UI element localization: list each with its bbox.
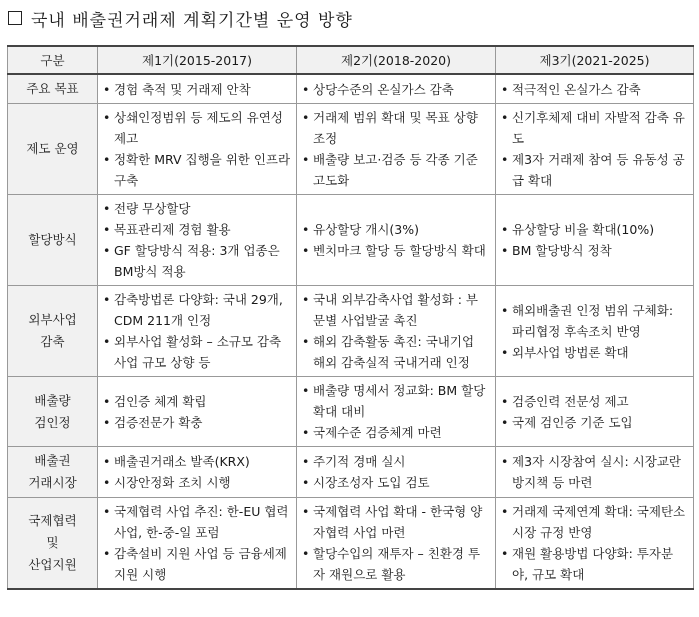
header-category: 구분 xyxy=(8,46,98,74)
bullet-list xyxy=(501,451,688,493)
table-row xyxy=(8,286,694,377)
table-row xyxy=(8,74,694,104)
cell-phase3 xyxy=(496,377,694,447)
header-phase2: 제2기(2018-2020) xyxy=(297,46,496,74)
row-category-line: 배출권 xyxy=(34,453,71,468)
bullet-item: • 시장조성자 도입 검토 xyxy=(302,472,490,493)
bullet-item: • 감축방법론 다양화: 국내 29개, CDM 211개 인정 xyxy=(103,289,291,331)
bullet-item: • 재원 활용방법 다양화: 투자분야, 규모 확대 xyxy=(501,543,688,585)
bullet-item: • 적극적인 온실가스 감축 xyxy=(501,79,688,100)
cell-phase2 xyxy=(297,498,496,590)
bullet-list xyxy=(103,451,291,493)
row-category xyxy=(8,377,98,447)
bullet-item: • 상쇄인정범위 등 제도의 유연성 제고 xyxy=(103,107,291,149)
row-category-line: 외부사업 xyxy=(28,312,77,327)
row-category-line: 거래시장 xyxy=(28,475,77,490)
cell-phase1 xyxy=(98,286,297,377)
row-category xyxy=(8,195,98,286)
document-title-text: 국내 배출권거래제 계획기간별 운영 방향 xyxy=(31,10,353,31)
row-category-line: 검인정 xyxy=(34,414,71,430)
table-body xyxy=(8,74,694,589)
bullet-item: • 배출량 명세서 정교화: BM 할당 확대 대비 xyxy=(302,380,490,422)
bullet-item: • 주기적 경매 실시 xyxy=(302,451,490,472)
cell-phase2 xyxy=(297,377,496,447)
cell-phase3 xyxy=(496,286,694,377)
cell-phase2 xyxy=(297,104,496,195)
row-category-line: 배출량 xyxy=(34,392,71,408)
bullet-list xyxy=(103,501,291,585)
bullet-item: • 시장안정화 조치 시행 xyxy=(103,472,291,493)
cell-phase3 xyxy=(496,498,694,590)
bullet-item: • 국내 외부감축사업 활성화 : 부문별 사업발굴 촉진 xyxy=(302,289,490,331)
bullet-list xyxy=(103,79,291,100)
bullet-item: • 상당수준의 온실가스 감축 xyxy=(302,79,490,100)
cell-phase1 xyxy=(98,74,297,104)
bullet-item: • 거래제 국제연계 확대: 국제탄소시장 규정 반영 xyxy=(501,501,688,543)
bullet-item: • 외부사업 활성화 – 소규모 감축 사업 규모 상향 등 xyxy=(103,331,291,373)
bullet-item: • 해외 감축활동 촉진: 국내기업 해외 감축실적 국내거래 인정 xyxy=(302,331,490,373)
bullet-item: • 배출량 보고·검증 등 각종 기준 고도화 xyxy=(302,149,490,191)
phase-table xyxy=(7,45,694,590)
table-header-row xyxy=(8,46,694,74)
bullet-item: • 제3자 시장참여 실시: 시장교란 방지책 등 마련 xyxy=(501,451,688,493)
row-category xyxy=(8,447,98,498)
bullet-item: • 경험 축적 및 거래제 안착 xyxy=(103,79,291,100)
header-phase1: 제1기(2015-2017) xyxy=(98,46,297,74)
bullet-list xyxy=(103,391,291,433)
bullet-item: • GF 할당방식 적용: 3개 업종은 BM방식 적용 xyxy=(103,240,291,282)
cell-phase2 xyxy=(297,195,496,286)
cell-phase1 xyxy=(98,377,297,447)
bullet-item: • 전량 무상할당 xyxy=(103,198,291,219)
header-phase3: 제3기(2021-2025) xyxy=(496,46,694,74)
row-category-line: 및 xyxy=(46,535,59,550)
bullet-list xyxy=(302,107,490,191)
bullet-item: • 배출권거래소 발족(KRX) xyxy=(103,451,291,472)
bullet-item: • 할당수입의 재투자 – 친환경 투자 재원으로 활용 xyxy=(302,543,490,585)
cell-phase3 xyxy=(496,104,694,195)
bullet-item: • 벤치마크 할당 등 할당방식 확대 xyxy=(302,240,490,261)
cell-phase3 xyxy=(496,447,694,498)
bullet-item: • 목표관리제 경험 활용 xyxy=(103,219,291,240)
table-row xyxy=(8,498,694,590)
bullet-item: • 검증인력 전문성 제고 xyxy=(501,391,688,412)
row-category-line: 산업지원 xyxy=(28,557,77,572)
row-category-line: 국제협력 xyxy=(28,513,77,528)
row-category xyxy=(8,104,98,195)
bullet-list xyxy=(501,107,688,191)
bullet-item: • 검인증 체계 확립 xyxy=(103,391,291,412)
table-row xyxy=(8,447,694,498)
cell-phase2 xyxy=(297,74,496,104)
table-row xyxy=(8,104,694,195)
bullet-item: • BM 할당방식 정착 xyxy=(501,240,688,261)
row-category-line: 주요 목표 xyxy=(26,81,79,96)
checkbox-icon xyxy=(8,11,22,25)
bullet-item: • 국제수준 검증체계 마련 xyxy=(302,422,490,443)
bullet-list xyxy=(501,79,688,100)
cell-phase2 xyxy=(297,286,496,377)
bullet-item: • 국제 검인증 기준 도입 xyxy=(501,412,688,433)
cell-phase1 xyxy=(98,447,297,498)
row-category xyxy=(8,74,98,104)
bullet-list xyxy=(302,79,490,100)
table-row xyxy=(8,195,694,286)
bullet-list xyxy=(302,380,490,443)
cell-phase1 xyxy=(98,195,297,286)
bullet-item: • 외부사업 방법론 확대 xyxy=(501,342,688,363)
bullet-list xyxy=(302,289,490,373)
cell-phase1 xyxy=(98,498,297,590)
cell-phase1 xyxy=(98,104,297,195)
bullet-item: • 감축설비 지원 사업 등 금융세제 지원 시행 xyxy=(103,543,291,585)
row-category-line: 제도 운영 xyxy=(26,141,79,156)
bullet-list xyxy=(302,451,490,493)
row-category-line: 할당방식 xyxy=(28,232,77,247)
bullet-list xyxy=(103,198,291,282)
bullet-item: • 국제협력 사업 확대 - 한국형 양자협력 사업 마련 xyxy=(302,501,490,543)
bullet-list xyxy=(501,391,688,433)
bullet-item: • 유상할당 개시(3%) xyxy=(302,219,490,240)
bullet-item: • 해외배출권 인정 범위 구체화: 파리협정 후속조치 반영 xyxy=(501,300,688,342)
row-category xyxy=(8,498,98,590)
bullet-item: • 검증전문가 확충 xyxy=(103,412,291,433)
bullet-item: • 정확한 MRV 집행을 위한 인프라 구축 xyxy=(103,149,291,191)
row-category-line: 감축 xyxy=(40,334,65,349)
table-row xyxy=(8,377,694,447)
bullet-item: • 유상할당 비율 확대(10%) xyxy=(501,219,688,240)
cell-phase3 xyxy=(496,74,694,104)
bullet-list xyxy=(103,289,291,373)
bullet-item: • 신기후체제 대비 자발적 감축 유도 xyxy=(501,107,688,149)
bullet-item: • 제3자 거래제 참여 등 유동성 공급 확대 xyxy=(501,149,688,191)
document-title xyxy=(8,6,353,30)
bullet-list xyxy=(103,107,291,191)
row-category xyxy=(8,286,98,377)
bullet-list xyxy=(501,219,688,261)
bullet-list xyxy=(501,501,688,585)
bullet-list xyxy=(302,501,490,585)
bullet-list xyxy=(501,300,688,363)
cell-phase3 xyxy=(496,195,694,286)
bullet-item: • 거래제 범위 확대 및 목표 상향 조정 xyxy=(302,107,490,149)
cell-phase2 xyxy=(297,447,496,498)
bullet-list xyxy=(302,219,490,261)
bullet-item: • 국제협력 사업 추진: 한-EU 협력 사업, 한-중-일 포럼 xyxy=(103,501,291,543)
